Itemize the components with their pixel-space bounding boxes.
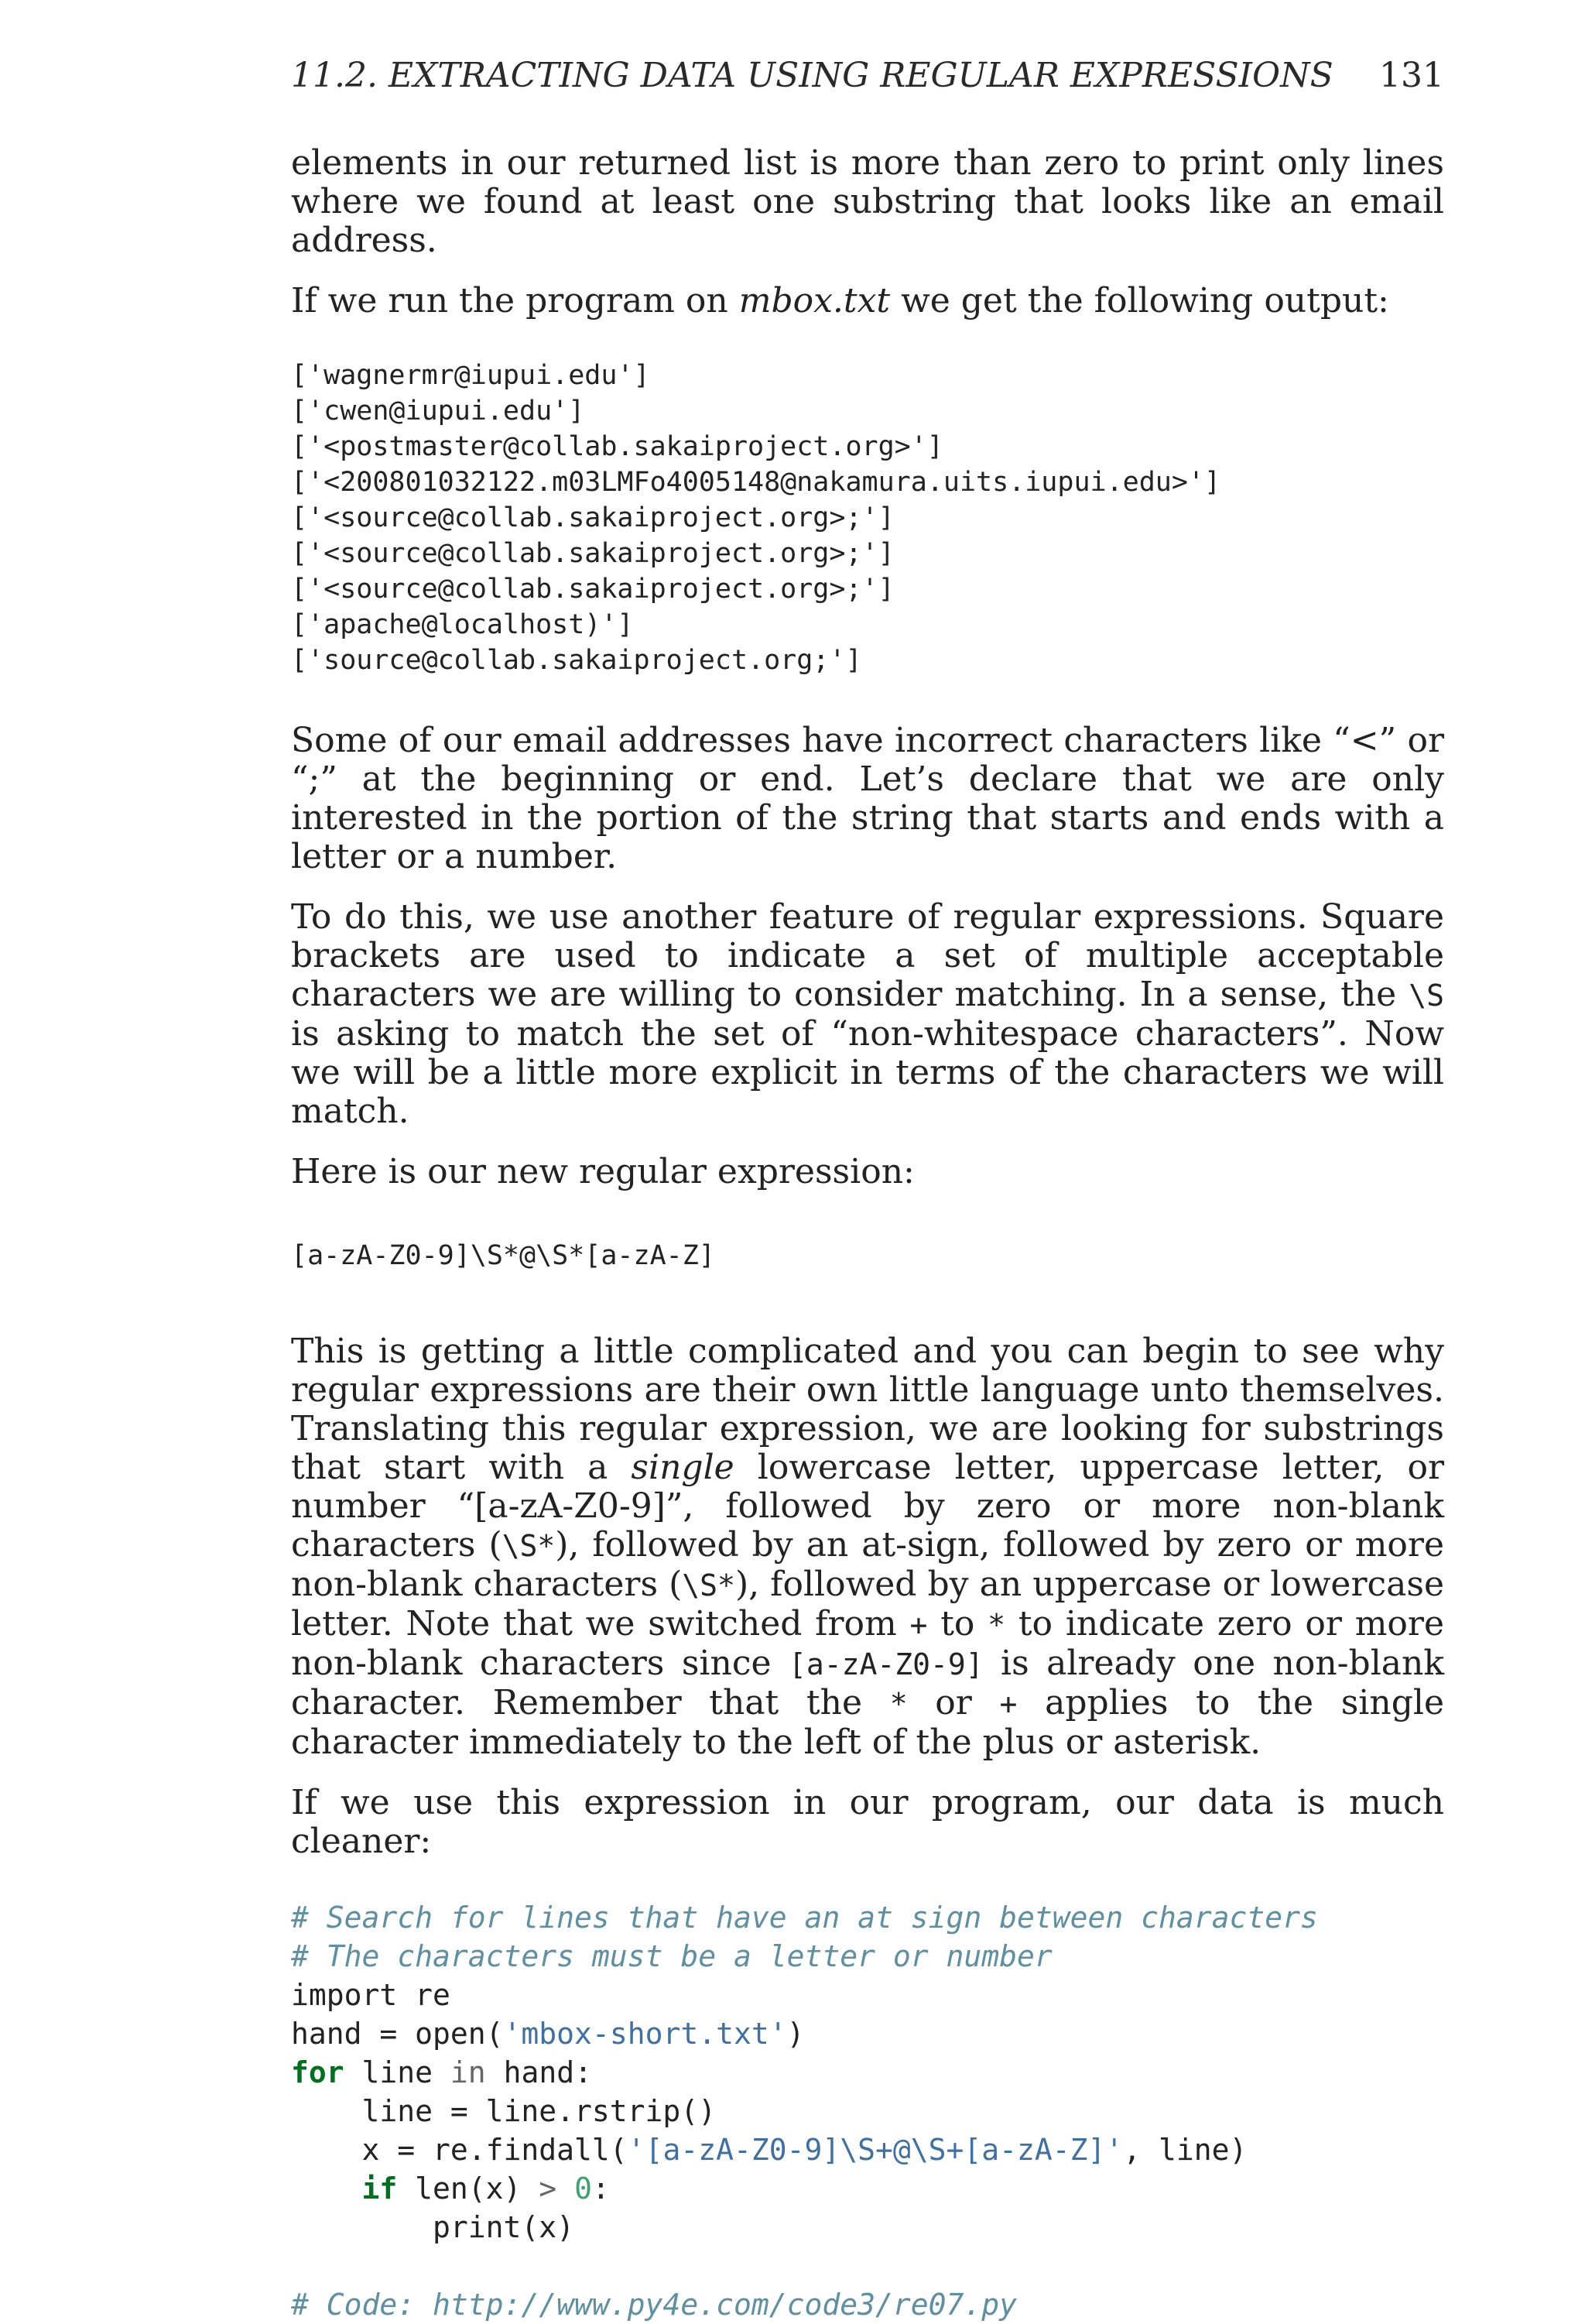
inline-code: * [988,1608,1006,1642]
inline-code: + [999,1687,1018,1721]
p6-text: ), followed by an at-sign, followed by zero or more non-blank characters ( [291,1525,1444,1604]
output-line: ['<source@collab.sakaiproject.org>;'] [291,538,895,569]
section-title: 11.2. EXTRACTING DATA USING REGULAR EXPRESSIONS [291,56,1333,95]
inline-code: \S* [502,1529,556,1563]
paragraph-7: If we use this expression in our program, our data is much cleaner: [291,1783,1444,1861]
paragraph-2 [291,282,1444,320]
output-line: ['cwen@iupui.edu'] [291,396,585,427]
code-text: hand = open( [291,2017,504,2051]
inline-code: \S [1409,979,1444,1013]
code-keyword: for [291,2055,344,2089]
code-indent [291,2171,362,2206]
code-line: import re [291,1978,450,2012]
p6-text: applies to the single character immediately to the left of the plus or asterisk. [291,1683,1444,1762]
paragraph-2-text-end: we get the following output: [890,281,1389,320]
inline-code: [a-zA-Z0-9] [788,1647,984,1681]
paragraph-5: Here is our new regular expression: [291,1152,915,1191]
code-comment: # The characters must be a letter or number [291,1939,1053,1973]
paragraph-4-text-end: is asking to match the set of “non-whitespace characters”. Now we will be a little more explicit in terms of the characters we will match. [291,1014,1444,1131]
code-string: 'mbox-short.txt' [503,2017,787,2051]
output-line: ['<200801032122.m03LMFo4005148@nakamura.uits.iupui.edu>'] [291,467,1221,498]
code-keyword: if [361,2171,398,2206]
inline-code: + [909,1608,928,1642]
page-content [291,144,1444,2324]
output-line: ['apache@localhost)'] [291,609,634,640]
p6-text: ), followed by an uppercase or lowercase letter. Note that we switched from [291,1565,1444,1644]
paragraph-3: Some of our email addresses have incorrect characters like “<” or “;” at the beginning or end. Let’s declare that we are only interested in the portion of the string that starts and ends with a letter or a number. [291,721,1444,876]
code-comment: # Search for lines that have an at sign between characters [291,1901,1318,1935]
regex-line: [a-zA-Z0-9]\S*@\S*[a-zA-Z] [291,1240,715,1271]
p6-text: lowercase letter, uppercase letter, or number “[a-zA-Z0-9]”, followed by zero or more non-blank characters ( [291,1448,1445,1565]
code-text: hand: [485,2055,592,2089]
code-listing [291,1898,1444,2324]
p6-text: to indicate zero or more non-blank characters since [291,1604,1444,1683]
code-line: line = line.rstrip() [291,2094,717,2128]
output-line: ['wagnermr@iupui.edu'] [291,360,650,391]
code-text: len(x) [397,2171,539,2206]
code-gap [291,2247,1444,2285]
code-comment: # Code: http://www.py4e.com/code3/re07.py [291,2288,1017,2322]
code-operator: > [539,2171,557,2206]
code-text: x = re.findall( [291,2133,628,2167]
output-line: ['<source@collab.sakaiproject.org>;'] [291,574,895,605]
code-text: : [591,2171,610,2206]
page-number: 131 [1379,56,1444,95]
p6-text: or [907,1683,1000,1722]
filename-emphasis: mbox.txt [738,281,891,320]
output-line: ['source@collab.sakaiproject.org;'] [291,645,862,676]
code-text: ) [786,2017,805,2051]
code-line: print(x) [291,2210,575,2244]
single-emphasis: single [631,1448,734,1487]
p6-text: is already one non-blank character. Remember that the [291,1644,1444,1722]
output-line: ['<source@collab.sakaiproject.org>;'] [291,502,895,533]
code-text: , line) [1123,2133,1248,2167]
regex-block [291,1238,1444,1273]
paragraph-4 [291,898,1444,1131]
code-number: 0 [574,2171,592,2206]
code-keyword: in [450,2055,486,2089]
program-output [291,358,1444,678]
output-line: ['<postmaster@collab.sakaiproject.org>'] [291,431,943,462]
p6-text: to [927,1604,988,1644]
running-header [291,56,1444,95]
inline-code: \S* [682,1568,735,1602]
code-text [556,2171,574,2206]
p6-text: This is getting a little complicated and you can begin to see why regular expressions are their own little language unto themselves. Translating this regular expression, we are looking for substrings that start with a [291,1332,1444,1487]
paragraph-1: elements in our returned list is more than zero to print only lines where we found at least one substring that looks like an email address. [291,143,1444,260]
code-text: line [344,2055,450,2089]
paragraph-4-text: To do this, we use another feature of regular expressions. Square brackets are used to indicate a set of multiple acceptable characters we are willing to consider matching. In a sense, the [291,897,1444,1014]
paragraph-2-text: If we run the program on [291,281,739,320]
paragraph-6 [291,1332,1444,1762]
inline-code: * [889,1687,908,1721]
code-string: '[a-zA-Z0-9]\S+@\S+[a-zA-Z]' [627,2133,1124,2167]
